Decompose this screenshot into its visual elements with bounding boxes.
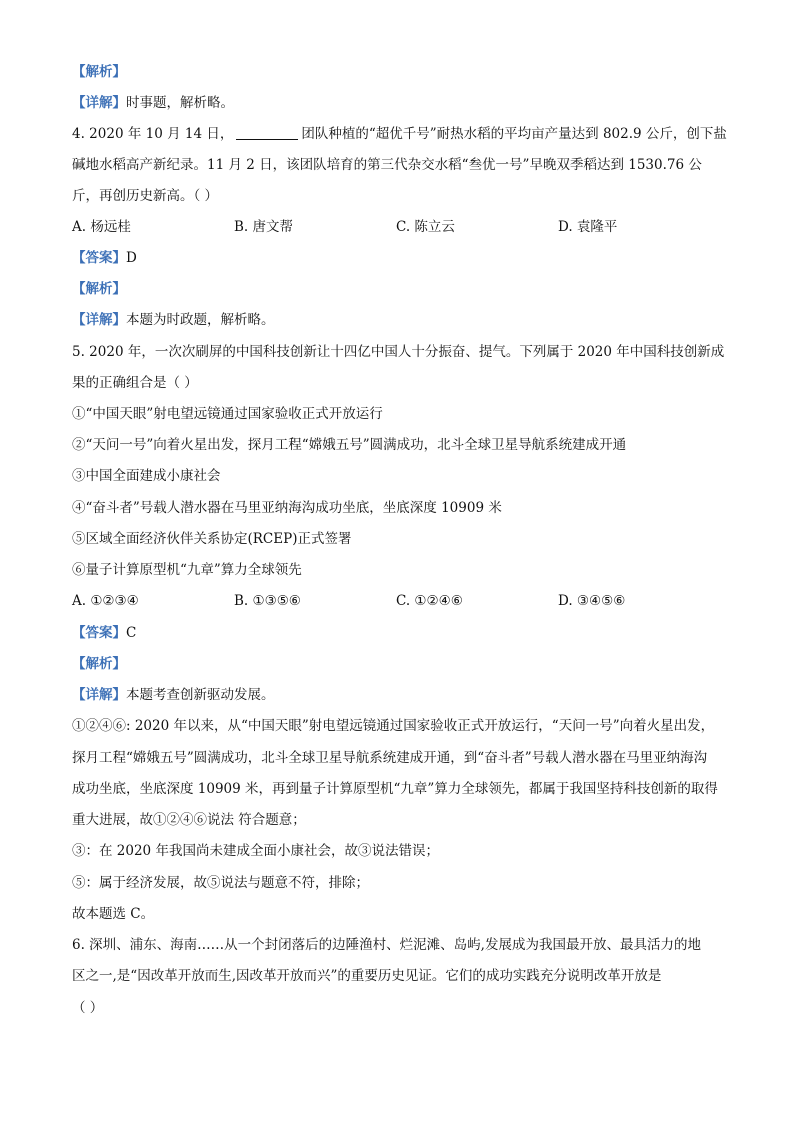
q5-explain-line2: 探月工程“嫦娥五号”圆满成功，北斗全球卫星导航系统建成开通，到“奋斗者”号载人潜水器在马里亚纳海沟 bbox=[72, 750, 708, 766]
q5-explain-line3: 成功坐底，坐底深度 10909 米，再到量子计算原型机“九章”算力全球领先，都属于我国坚持科技创新的取得 bbox=[72, 781, 718, 797]
q5-item-1: ①“中国天眼”射电望远镜通过国家验收正式开放运行 bbox=[72, 406, 383, 422]
q6-stem-line3: （ ） bbox=[72, 1000, 104, 1016]
q5-item-4: ④“奋斗者”号载人潜水器在马里亚纳海沟成功坐底，坐底深度 10909 米 bbox=[72, 500, 502, 516]
q4-answer: 【答案】D bbox=[72, 250, 137, 266]
q5-explain-line4: 重大进展，故①②④⑥说法 符合题意； bbox=[72, 812, 306, 828]
q5-stem-line1: 5. 2020 年，一次次刷屏的中国科技创新让十四亿中国人十分振奋、提气。下列属于 2020 年中国科技创新成 bbox=[72, 344, 725, 360]
q5-item-2: ②“天问一号”向着火星出发，探月工程“嫦娥五号”圆满成功，北斗全球卫星导航系统建成开通 bbox=[72, 437, 627, 453]
q5-answer: 【答案】C bbox=[72, 625, 137, 641]
q5-option-c: C. ①②④⑥ bbox=[396, 593, 463, 609]
q4-stem-line1: 4. 2020 年 10 月 14 日， 团队种植的“超优千号”耐热水稻的平均亩产量达到 802.9 公斤，创下盐 bbox=[72, 126, 727, 142]
q4-analysis-label: 【解析】 bbox=[72, 281, 126, 297]
q5-stem-line2: 果的正确组合是（ ） bbox=[72, 375, 198, 391]
q5-conclusion: 故本题选 C。 bbox=[72, 906, 155, 922]
q4-option-c: C. 陈立云 bbox=[396, 219, 455, 235]
q5-item-6: ⑥量子计算原型机“九章”算力全球领先 bbox=[72, 562, 302, 578]
q4-blank bbox=[236, 125, 298, 140]
q5-analysis-label: 【解析】 bbox=[72, 656, 126, 672]
q5-explain-line1: ①②④⑥: 2020 年以来，从“中国天眼”射电望远镜通过国家验收正式开放运行，“天问一号”向着火星出发， bbox=[72, 718, 715, 734]
q4-stem-line2: 碱地水稻高产新纪录。11 月 2 日，该团队培育的第三代杂交水稻“叁优一号”早晚双季稻达到 1530.76 公 bbox=[72, 157, 702, 173]
q4-option-a: A. 杨远桂 bbox=[72, 219, 131, 235]
q5-explain-line6: ⑤：属于经济发展，故⑤说法与题意不符，排除； bbox=[72, 875, 369, 891]
q3-detail: 【详解】时事题，解析略。 bbox=[72, 95, 234, 111]
q4-option-d: D. 袁隆平 bbox=[558, 219, 618, 235]
q4-stem-line3: 斤，再创历史新高。（ ） bbox=[72, 188, 219, 204]
q4-option-b: B. 唐文帮 bbox=[234, 219, 294, 235]
q5-detail: 【详解】本题考查创新驱动发展。 bbox=[72, 687, 275, 703]
q6-stem-line2: 区之一,是“因改革开放而生,因改革开放而兴”的重要历史见证。它们的成功实践充分说明改革开放是 bbox=[72, 968, 662, 984]
q5-item-5: ⑤区域全面经济伙伴关系协定(RCEP)正式签署 bbox=[72, 531, 352, 547]
q3-analysis-label: 【解析】 bbox=[72, 64, 126, 80]
q5-explain-line5: ③：在 2020 年我国尚未建成全面小康社会，故③说法错误； bbox=[72, 843, 439, 859]
q6-stem-line1: 6. 深圳、浦东、海南……从一个封闭落后的边陲渔村、烂泥滩、岛屿,发展成为我国最开放、最具活力的地 bbox=[72, 937, 701, 953]
q5-item-3: ③中国全面建成小康社会 bbox=[72, 468, 221, 484]
q5-option-d: D. ③④⑤⑥ bbox=[558, 593, 626, 609]
q4-detail: 【详解】本题为时政题，解析略。 bbox=[72, 312, 275, 328]
q5-option-a: A. ①②③④ bbox=[72, 593, 139, 609]
q5-option-b: B. ①③⑤⑥ bbox=[234, 593, 301, 609]
